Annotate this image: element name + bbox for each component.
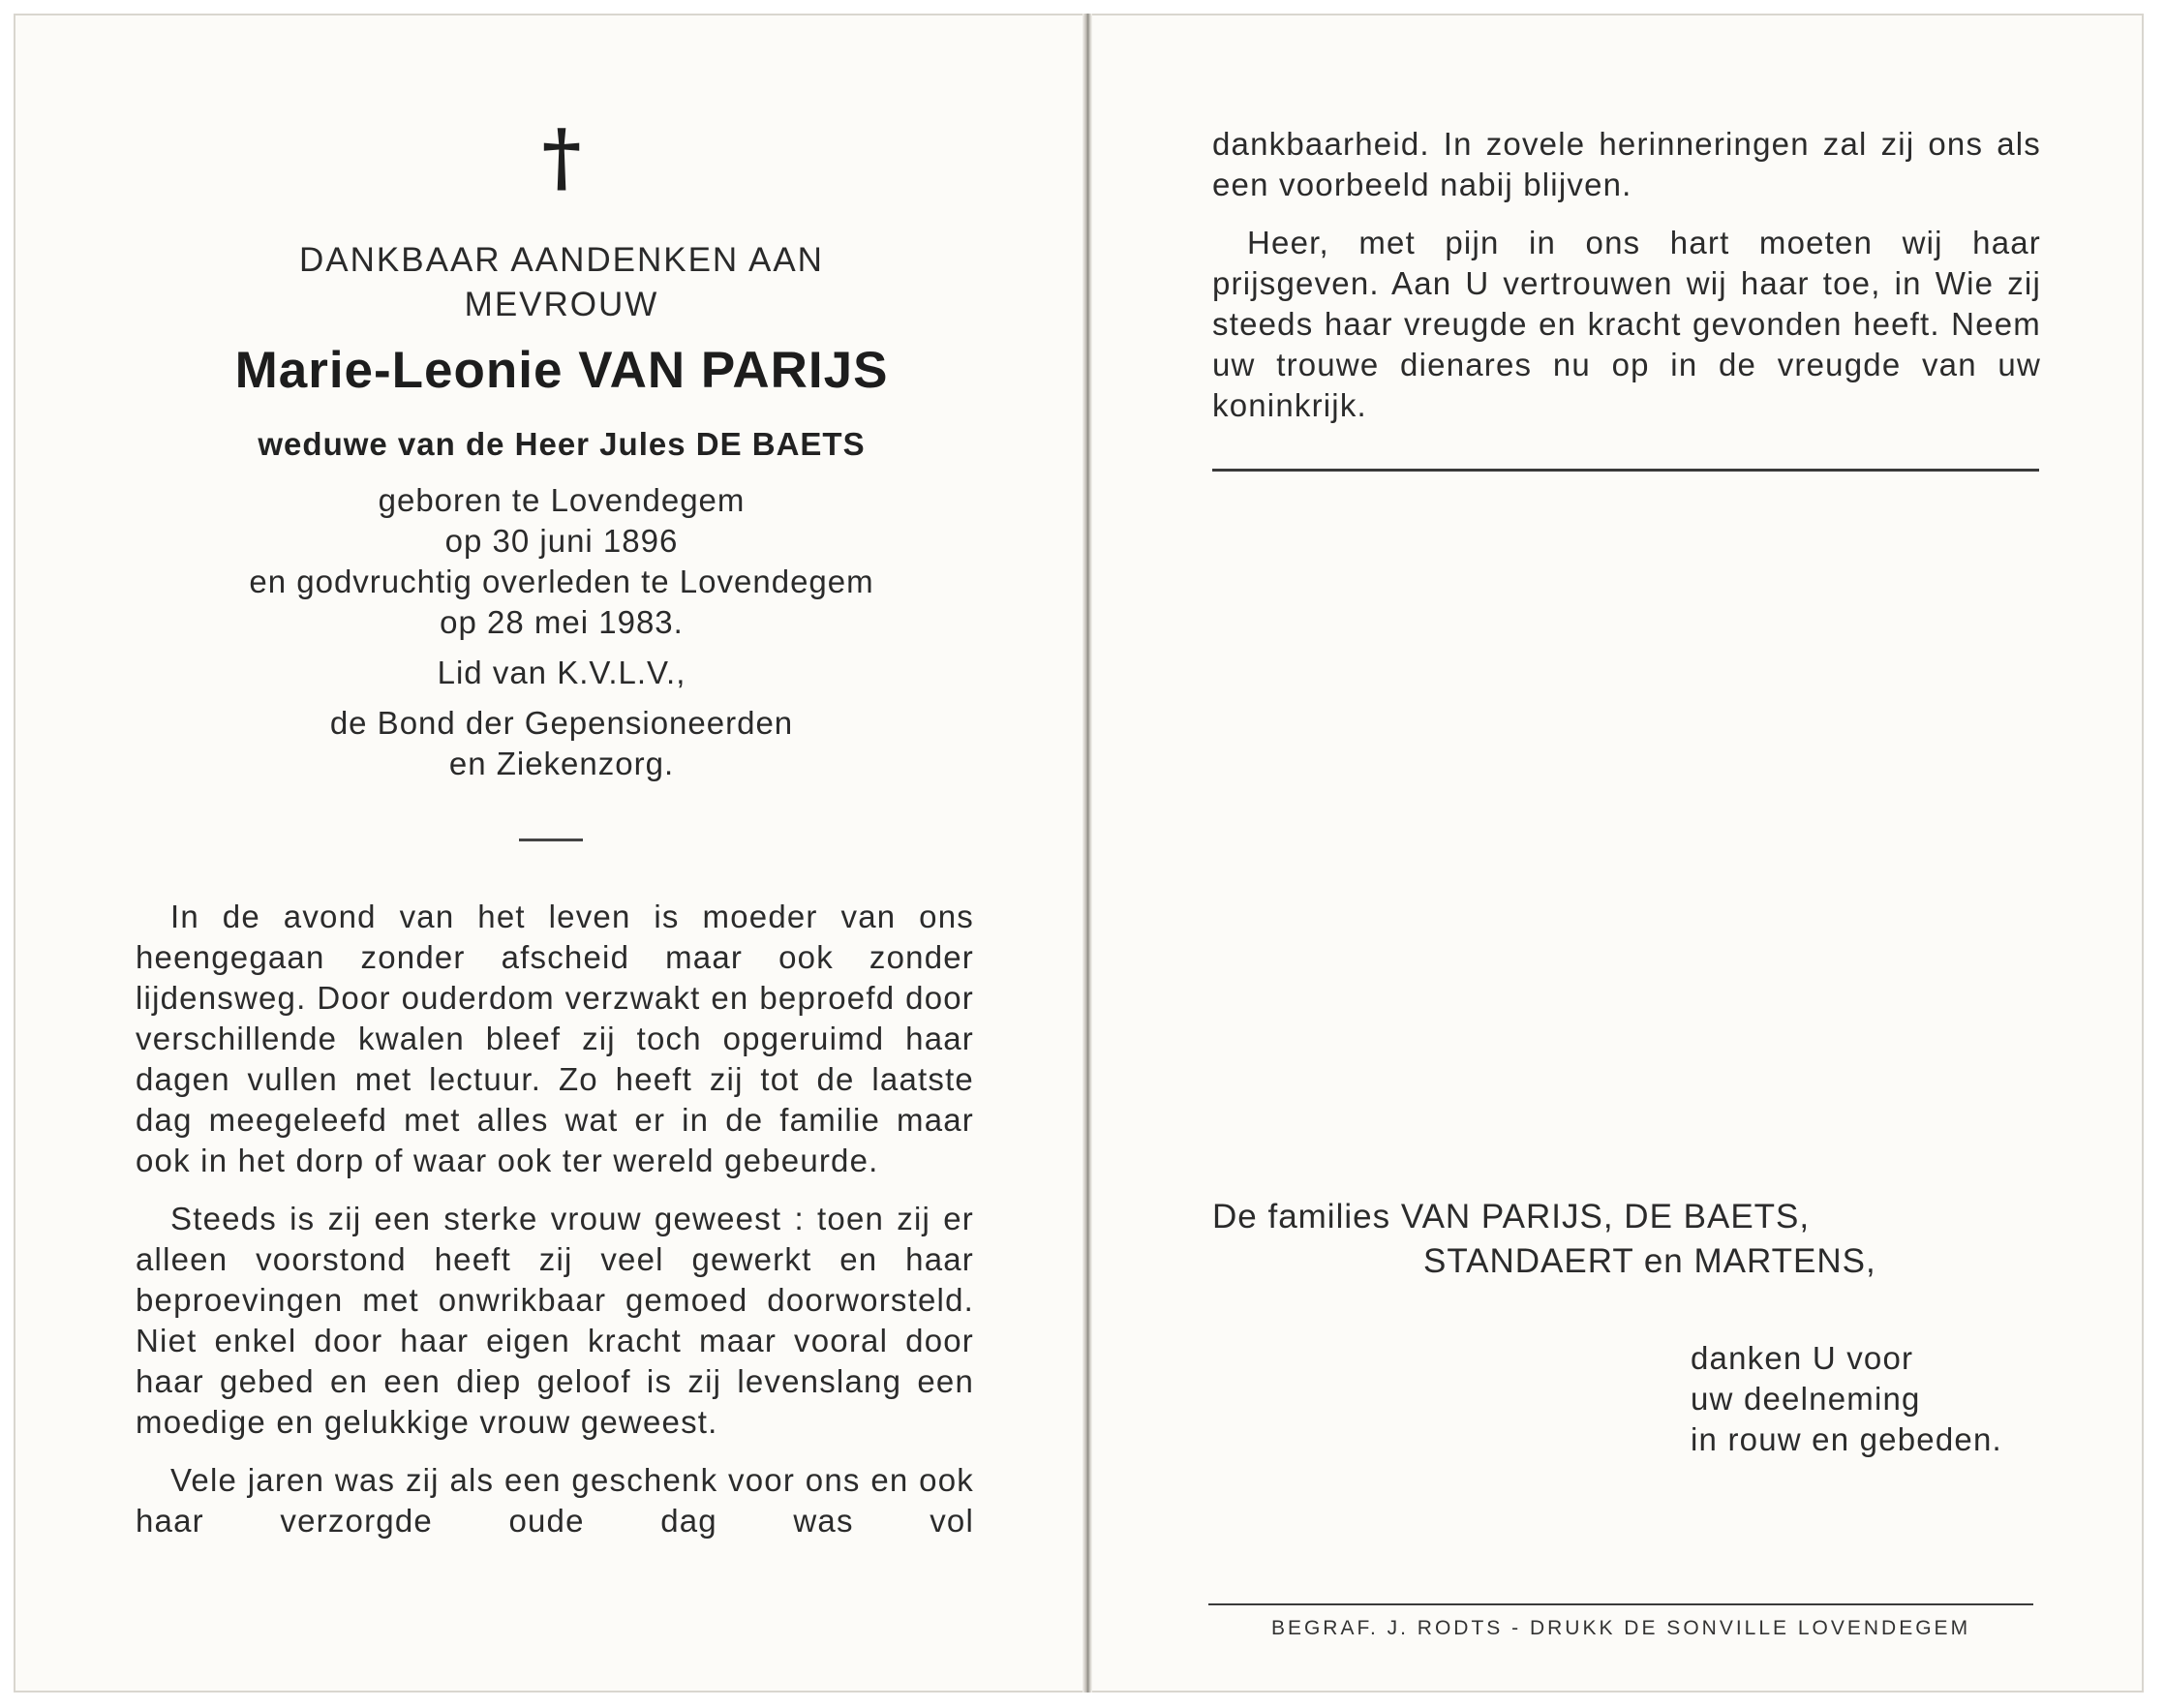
heading-line-1: DANKBAAR AANDENKEN AAN [299, 241, 824, 279]
bio-line: Lid van K.V.L.V., [437, 655, 686, 690]
prayer-paragraph: dankbaarheid. In zovele herinneringen zal zij ons als een voorbeeld nabij blijven. [1212, 126, 2041, 202]
deceased-name: Marie-Leonie VAN PARIJS [234, 342, 889, 399]
bio-line: en godvruchtig overleden te Lovendegem [249, 564, 874, 599]
eulogy-paragraph: In de avond van het leven is moeder van ons heengegaan zonder afscheid maar ook zonder lijdensweg. Door ouderdom verzwakt en beproefd door verschillende kwalen bleef zij toch opgeruimd haar dagen vullen met lectuur. Zo heeft zij tot de laatste dag meegeleefd met alles wat er in de familie maar ook in het dorp of waar ook ter wereld gebeurde. [136, 899, 974, 1178]
eulogy-text [136, 897, 974, 1559]
eulogy-paragraph: Vele jaren was zij als een geschenk voor ons en ook haar verzorgde oude dag was vol [136, 1462, 974, 1539]
divider [1208, 1603, 2033, 1605]
biography [0, 480, 1123, 784]
families-block [1212, 1195, 1876, 1284]
prayer-text [1212, 124, 2041, 443]
bio-line: en Ziekenzorg. [448, 746, 675, 781]
divider [1212, 469, 2039, 472]
thanks-line: in rouw en gebeden. [1691, 1421, 2002, 1457]
bio-line: geboren te Lovendegem [378, 482, 746, 518]
thanks-line: uw deelneming [1691, 1381, 1921, 1417]
families-line-2: STANDAERT en MARTENS, [1423, 1242, 1876, 1280]
prayer-paragraph: Heer, met pijn in ons hart moeten wij haar prijsgeven. Aan U vertrouwen wij haar toe, in Wie zij steeds haar vreugde en kracht gevonden heeft. Neem uw trouwe dienares nu op in de vreugde van uw koninkrijk. [1212, 225, 2041, 423]
thanks-block [1691, 1338, 2002, 1460]
divider [519, 839, 583, 841]
thanks-line: danken U voor [1691, 1340, 1914, 1376]
bio-line: de Bond der Gepensioneerden [329, 705, 794, 741]
eulogy-paragraph: Steeds is zij een sterke vrouw geweest : toen zij er alleen voorstond heeft zij veel gewerkt en haar beproevingen met onwrikbaar gemoed doorworsteld. Niet enkel door haar eigen kracht maar vooral door haar gebed en een diep geloof is zij levenslang een moedige en gelukkige vrouw geweest. [136, 1201, 974, 1440]
cross-icon: † [541, 113, 582, 201]
printer-credit: BEGRAF. J. RODTS - DRUKK DE SONVILLE LOVENDEGEM [1270, 1617, 1971, 1639]
bio-line: op 30 juni 1896 [444, 523, 679, 559]
card-heading [0, 238, 1123, 327]
bio-line: op 28 mei 1983. [440, 604, 684, 640]
families-line-1: De families VAN PARIJS, DE BAETS, [1212, 1198, 1811, 1235]
widow-of-line: weduwe van de Heer Jules DE BAETS [258, 426, 866, 462]
heading-line-2: MEVROUW [464, 286, 659, 323]
